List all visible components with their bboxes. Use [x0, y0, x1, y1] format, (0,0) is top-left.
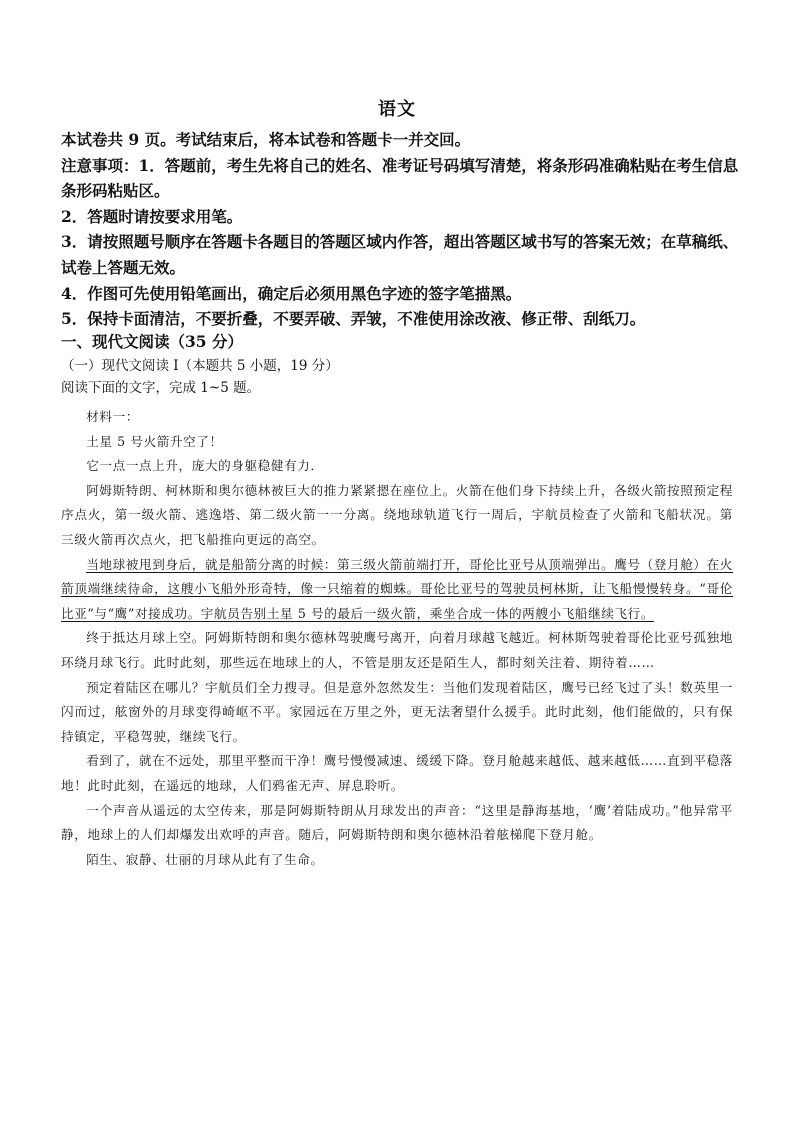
notice-line: 4．作图可先使用铅笔画出，确定后必须用黑色字迹的签字笔描黑。: [61, 283, 522, 303]
notice-line: 注意事项：1．答题前，考生先将自己的姓名、准考证号码填写清楚，将条形码准确粘贴在考生信息条形码粘贴区。: [61, 155, 739, 201]
notice-line: 3．请按照题号顺序在答题卡各题目的答题区域内作答，超出答题区域书写的答案无效；在草稿纸、试卷上答题无效。: [61, 232, 739, 277]
notice-line: 5．保持卡面清洁，不要折叠，不要弄破、弄皱，不准使用涂改液、修正带、刮纸刀。: [61, 309, 646, 329]
subsection-heading: （一）现代文阅读 I（本题共 5 小题，19 分）: [61, 358, 339, 374]
material-paragraph: 终于抵达月球上空。阿姆斯特朗和奥尔德林驾驶鹰号离开，向着月球越飞越近。柯林斯驾驶着哥伦比亚号孤独地环绕月球飞行。此时此刻，那些远在地球上的人，不管是朋友还是陌生人，都时刻关注着、期待着……: [61, 630, 733, 670]
page-title: 语文: [378, 99, 416, 120]
material-paragraph: 阿姆斯特朗、柯林斯和奥尔德林被巨大的推力紧紧摁在座位上。火箭在他们身下持续上升，各级火箭按照预定程序点火，第一级火箭、逃逸塔、第二级火箭一一分离。绕地球轨道飞行一周后，宇航员检查了火箭和飞船状况。第三级火箭再次点火，把飞船推向更远的高空。: [61, 482, 733, 547]
material-paragraph: 预定着陆区在哪儿？宇航员们全力搜寻。但是意外忽然发生：当他们发现着陆区，鹰号已经飞过了头！数英里一闪而过，舷窗外的月球变得崎岖不平。家园远在万里之外，更无法奢望什么援手。此时此刻，他们能做的，只有保持镇定，平稳驾驶，继续飞行。: [61, 679, 733, 744]
material-paragraph: 一个声音从遥远的太空传来，那是阿姆斯特朗从月球发出的声音：“这里是静海基地，‘鹰’着陆成功。”他异常平静，地球上的人们却爆发出欢呼的声音。随后，阿姆斯特朗和奥尔德林沿着舷梯爬下登月舱。: [61, 802, 733, 843]
underlined-paragraph: 当地球被甩到身后，就是船箭分离的时候：第三级火箭前端打开，哥伦比亚号从顶端弹出。鹰号（登月舱）在火箭顶端继续待命，这艘小飞船外形奇特，像一只缩着的蜘蛛。哥伦比亚号的驾驶员柯林斯，让飞船慢慢转身。“哥伦比亚”与“鹰”对接成功。宇航员告别土星 5 号的最后一级火箭，乘坐合成一体的两艘小飞船继续飞行。: [61, 556, 733, 621]
notice-line: 本试卷共 9 页。考试结束后，将本试卷和答题卡一并交回。: [61, 130, 471, 149]
reading-instruction: 阅读下面的文字，完成 1~5 题。: [61, 380, 261, 396]
material-paragraph: 材料一：: [86, 409, 139, 424]
exam-notice: [61, 127, 741, 332]
material-paragraph: 它一点一点上升，庞大的身躯稳健有力．: [86, 458, 324, 474]
material-paragraph: 土星 5 号火箭升空了！: [86, 433, 223, 449]
section-heading: 一、现代文阅读（35 分）: [61, 332, 243, 351]
material-paragraph: 看到了，就在不远处，那里平整而干净！鹰号慢慢减速、缓缓下降。登月舱越来越低、越来越低……直到平稳落地！此时此刻，在遥远的地球，人们鸦雀无声、屏息聆听。: [61, 753, 733, 793]
notice-line: 2．答题时请按要求用笔。: [61, 206, 243, 226]
material-paragraph: 陌生、寂静、壮丽的月球从此有了生命。: [86, 851, 324, 867]
reading-material: [61, 405, 733, 872]
